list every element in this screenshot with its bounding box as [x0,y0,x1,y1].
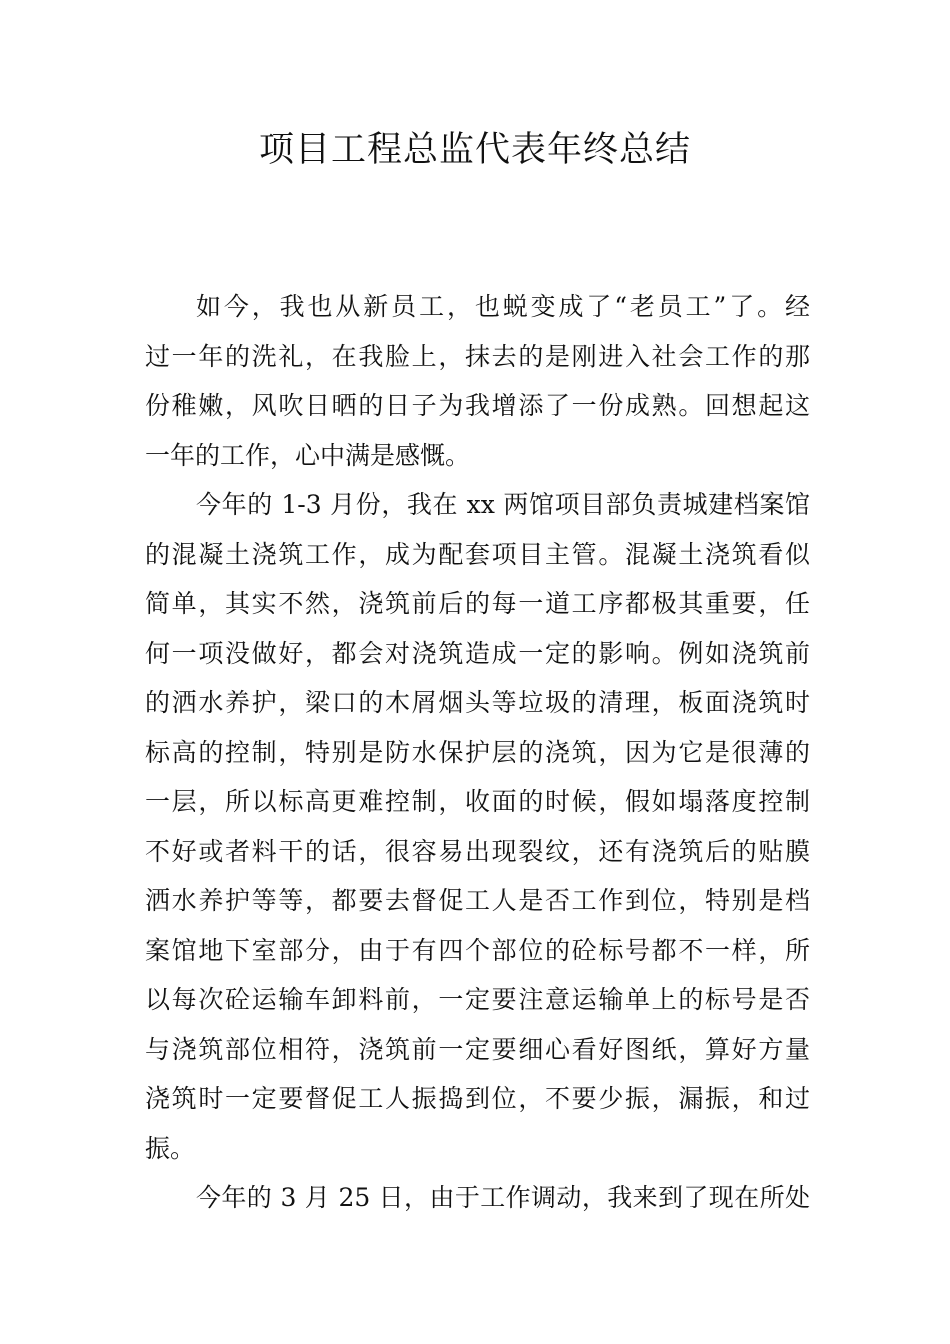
paragraph-2-line-5: 的洒水养护，梁口的木屑烟头等垃圾的清理，板面浇筑时 [145,688,810,717]
paragraph-2-line-10: 案馆地下室部分，由于有四个部位的砼标号都不一样，所 [145,935,810,965]
paragraph-2-line-4: 何一项没做好，都会对浇筑造成一定的影响。例如浇筑前 [145,638,810,668]
paragraph-2-line-8: 不好或者料干的话，很容易出现裂纹，还有浇筑后的贴膜 [145,836,810,866]
paragraph-2-line-7: 一层，所以标高更难控制，收面的时候，假如塌落度控制 [145,787,810,816]
paragraph-2-line-3: 简单，其实不然，浇筑前后的每一道工序都极其重要，任 [145,589,810,618]
paragraph-2-line-13: 浇筑时一定要督促工人振捣到位，不要少振，漏振，和过 [145,1084,810,1113]
paragraph-3-line-1: 今年的 3 月 25 日，由于工作调动，我来到了现在所处 [196,1183,810,1212]
paragraph-2-line-14: 振。 [145,1133,196,1163]
paragraph-2-line-12: 与浇筑部位相符，浇筑前一定要细心看好图纸，算好方量 [145,1034,810,1064]
paragraph-2-line-11: 以每次砼运输车卸料前，一定要注意运输单上的标号是否 [145,985,810,1014]
paragraph-1-line-1: 如今，我也从新员工，也蜕变成了“老员工”了。经 [196,292,810,321]
paragraph-1-line-3: 份稚嫩，风吹日晒的日子为我增添了一份成熟。回想起这 [145,391,810,420]
paragraph-1-line-2: 过一年的洗礼，在我脸上，抹去的是刚进入社会工作的那 [145,341,810,371]
document-body [145,282,810,1223]
document-title: 项目工程总监代表年终总结 [258,130,691,170]
paragraph-2-line-6: 标高的控制，特别是防水保护层的浇筑，因为它是很薄的 [145,737,810,767]
paragraph-2-line-2: 的混凝土浇筑工作，成为配套项目主管。混凝土浇筑看似 [145,539,810,569]
paragraph-2-line-1: 今年的 1-3 月份，我在 xx 两馆项目部负责城建档案馆 [196,490,810,519]
paragraph-2-line-9: 洒水养护等等，都要去督促工人是否工作到位，特别是档 [145,886,810,915]
paragraph-1-line-4: 一年的工作，心中满是感慨。 [145,440,471,470]
